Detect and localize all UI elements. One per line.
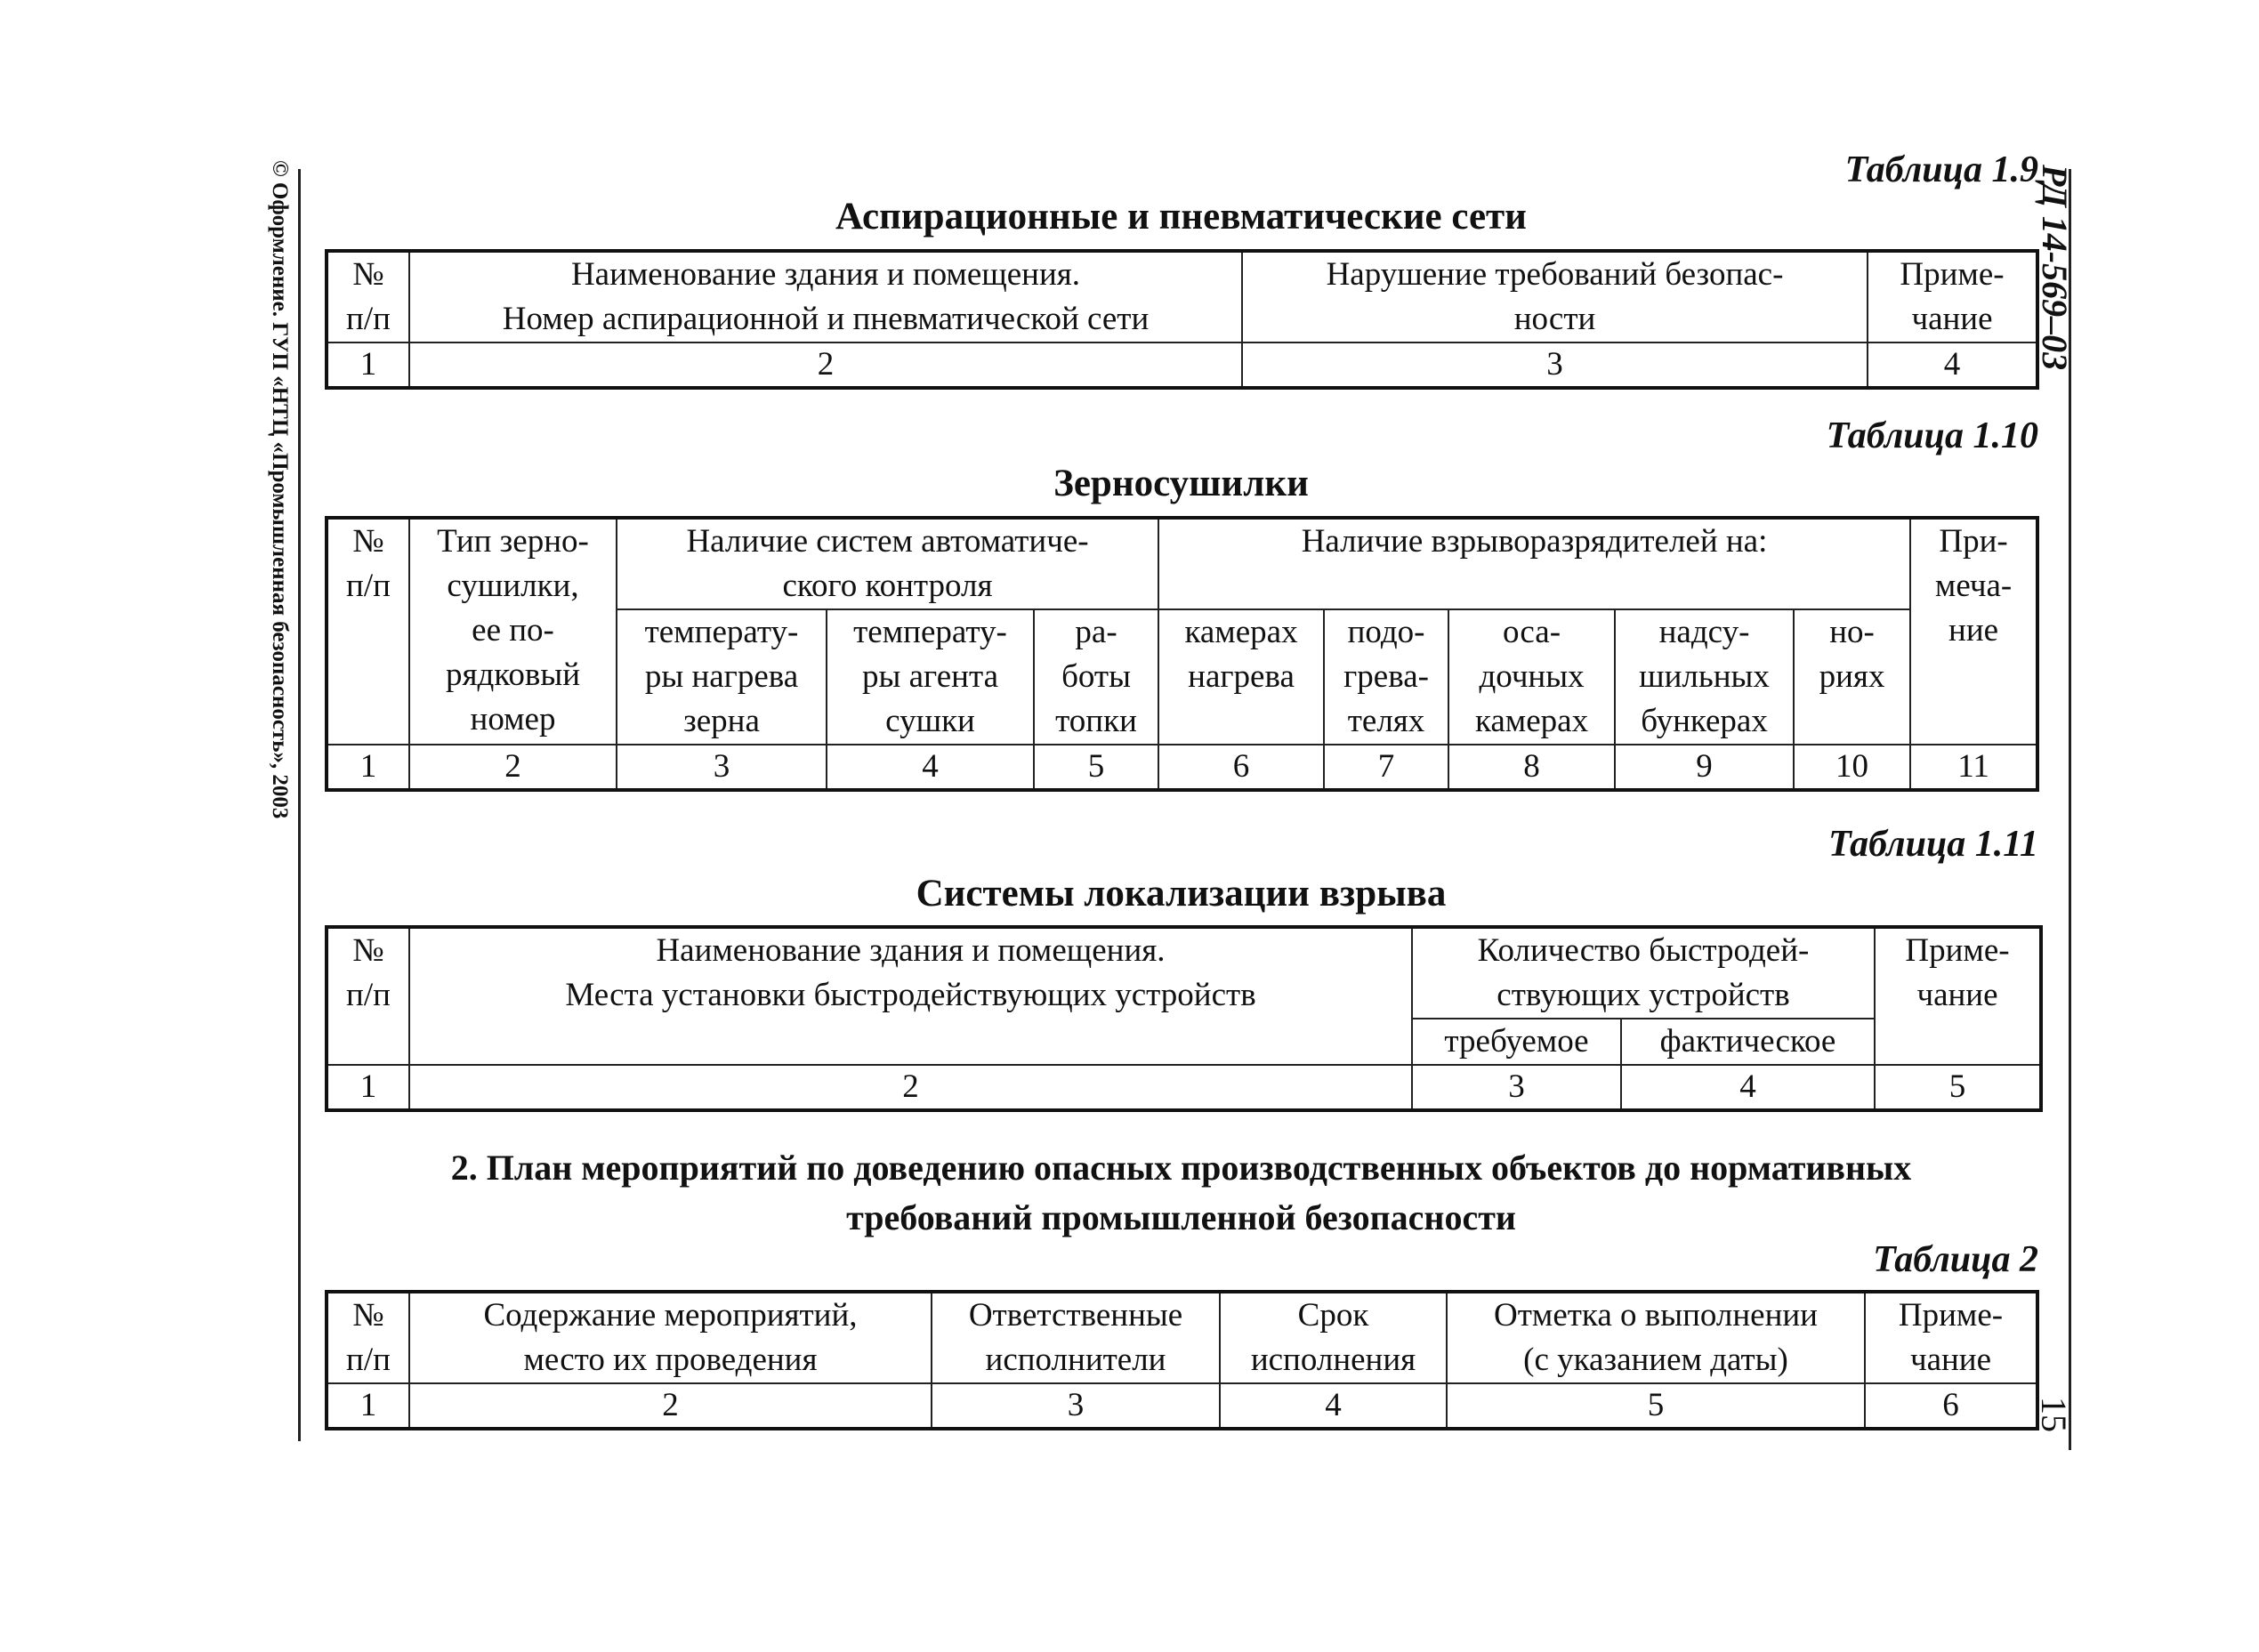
header-cell: № п/п	[327, 518, 409, 745]
column-number: 1	[327, 342, 409, 388]
table-2-number: Таблица 2	[1873, 1239, 2038, 1280]
column-number: 4	[827, 745, 1034, 790]
column-number: 2	[409, 342, 1242, 388]
copyright-note: © Оформление. ГУП «НТЦ «Промышленная безопасность», 2003	[268, 160, 292, 819]
document-code: РД 14-569–03	[2035, 165, 2075, 371]
column-number: 3	[1412, 1065, 1621, 1110]
column-number: 5	[1875, 1065, 2041, 1110]
table-header-row	[327, 1292, 2037, 1383]
column-number: 8	[1448, 745, 1615, 790]
column-number-row	[327, 1065, 2041, 1110]
column-number: 4	[1868, 342, 2037, 388]
table-header-row	[327, 518, 2037, 609]
header-cell: № п/п	[327, 1292, 409, 1383]
column-number: 6	[1158, 745, 1324, 790]
subheader-cell: температу- ры агента сушки	[827, 609, 1034, 745]
header-cell: При- меча- ние	[1910, 518, 2037, 745]
header-cell: Нарушение требований безопас- ности	[1242, 251, 1868, 342]
column-number: 3	[617, 745, 827, 790]
table-2	[325, 1290, 2039, 1430]
column-number: 2	[409, 1383, 932, 1429]
subheader-cell: подо- грева- телях	[1324, 609, 1448, 745]
subheader-cell: но- риях	[1794, 609, 1910, 745]
subheader-cell: камерах нагрева	[1158, 609, 1324, 745]
table-1-10-title: Зерносушилки	[1053, 463, 1309, 504]
column-number-row	[327, 745, 2037, 790]
column-number: 5	[1034, 745, 1158, 790]
column-number: 1	[327, 1383, 409, 1429]
column-number: 4	[1621, 1065, 1875, 1110]
header-cell: Приме- чание	[1875, 927, 2041, 1065]
column-number: 10	[1794, 745, 1910, 790]
column-number: 11	[1910, 745, 2037, 790]
table-1-9-title: Аспирационные и пневматические сети	[835, 196, 1527, 238]
table-1-9-number: Таблица 1.9	[1844, 149, 2038, 190]
header-cell: Наименование здания и помещения. Номер аспирационной и пневматической сети	[409, 251, 1242, 342]
header-cell: Тип зерно- сушилки, ее по- рядковый номер	[409, 518, 617, 745]
subheader-cell: ра- боты топки	[1034, 609, 1158, 745]
subheader-cell: требуемое	[1412, 1019, 1621, 1065]
column-number: 3	[932, 1383, 1220, 1429]
header-cell: Приме- чание	[1868, 251, 2037, 342]
table-1-9	[325, 249, 2039, 390]
page-number: 15	[2034, 1397, 2074, 1432]
table-1-11-number: Таблица 1.11	[1827, 824, 2038, 865]
column-number-row	[327, 342, 2037, 388]
table-1-11-title: Системы локализации взрыва	[916, 873, 1447, 915]
header-cell: Срок исполнения	[1220, 1292, 1447, 1383]
header-cell: Наличие взрыворазрядителей на:	[1158, 518, 1910, 609]
column-number-row	[327, 1383, 2037, 1429]
subheader-cell: оса- дочных камерах	[1448, 609, 1615, 745]
column-number: 4	[1220, 1383, 1447, 1429]
table-1-11	[325, 925, 2043, 1112]
header-cell: № п/п	[327, 251, 409, 342]
table-1-10-number: Таблица 1.10	[1826, 415, 2038, 456]
header-cell: Приме- чание	[1865, 1292, 2037, 1383]
subheader-cell: фактическое	[1621, 1019, 1875, 1065]
column-number: 1	[327, 745, 409, 790]
column-number: 2	[409, 1065, 1412, 1110]
header-cell: Наименование здания и помещения. Места установки быстродействующих устройств	[409, 927, 1412, 1065]
subheader-cell: надсу- шильных бункерах	[1615, 609, 1794, 745]
table-1-10	[325, 516, 2039, 792]
column-number: 9	[1615, 745, 1794, 790]
column-number: 3	[1242, 342, 1868, 388]
column-number: 5	[1447, 1383, 1865, 1429]
header-cell: Содержание мероприятий, место их проведения	[409, 1292, 932, 1383]
header-cell: Ответственные исполнители	[932, 1292, 1220, 1383]
column-number: 7	[1324, 745, 1448, 790]
column-number: 1	[327, 1065, 409, 1110]
header-cell: № п/п	[327, 927, 409, 1065]
section-2-title: 2. План мероприятий по доведению опасных производственных объектов до нормативных требований промышленной безопасности	[450, 1148, 1912, 1237]
subheader-cell: температу- ры нагрева зерна	[617, 609, 827, 745]
header-cell: Наличие систем автоматиче- ского контроля	[617, 518, 1158, 609]
table-header-row	[327, 927, 2041, 1019]
header-cell: Отметка о выполнении (с указанием даты)	[1447, 1292, 1865, 1383]
left-rule	[298, 169, 301, 1441]
table-header-row	[327, 251, 2037, 342]
column-number: 6	[1865, 1383, 2037, 1429]
header-cell: Количество быстродей- ствующих устройств	[1412, 927, 1875, 1019]
column-number: 2	[409, 745, 617, 790]
